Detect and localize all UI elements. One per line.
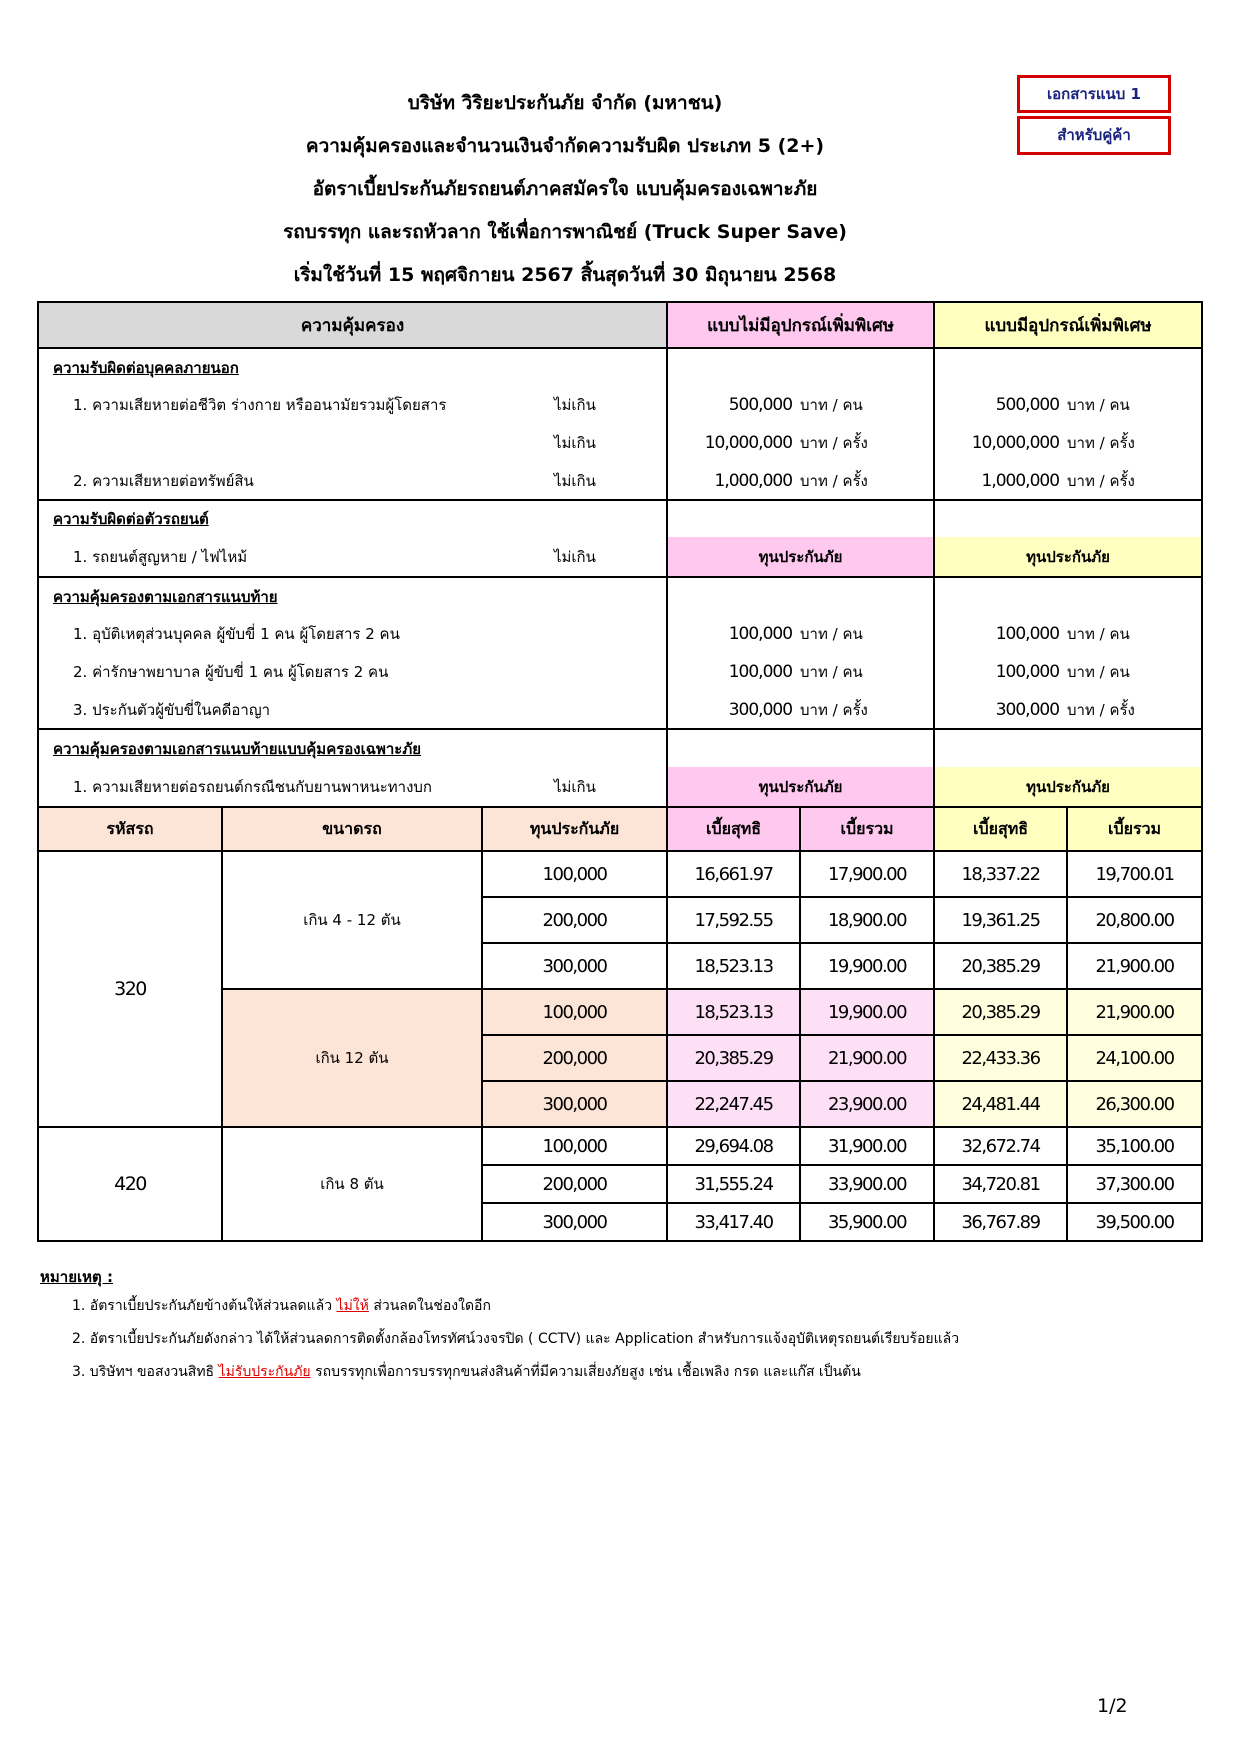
net-premium: 18,523.13 [667,989,800,1035]
coverage-label: 1. รถยนต์สูญหาย / ไฟไหม้ [38,537,482,577]
amount-with-equip: 500,000 [995,395,1060,415]
sum-insured-no-equip: ทุนประกันภัย [667,537,934,577]
amount-with-equip: 10,000,000 [971,433,1060,453]
page-number: 1/2 [1097,1695,1128,1717]
sum-insured-with-equip: ทุนประกันภัย [934,537,1202,577]
amount-no-equip: 10,000,000 [704,433,793,453]
total-premium: 17,900.00 [800,851,934,897]
sum-insured: 200,000 [482,1035,667,1081]
rate-title: อัตราเบี้ยประกันภัยรถยนต์ภาคสมัครใจ แบบคุ้มครองเฉพาะภัย [312,178,818,200]
net-premium: 18,337.22 [934,851,1067,897]
net-premium: 20,385.29 [667,1035,800,1081]
sum-insured: 200,000 [482,1165,667,1203]
sum-insured: 200,000 [482,897,667,943]
section-title: ความรับผิดต่อตัวรถยนต์ [38,500,667,537]
amount-no-equip: 1,000,000 [714,470,793,491]
sum-insured: 300,000 [482,943,667,989]
net-premium: 32,672.74 [934,1127,1067,1165]
section-title: ความคุ้มครองตามเอกสารแนบท้าย [38,577,667,615]
sum-insured: 100,000 [482,851,667,897]
total-premium-header: เบี้ยรวม [800,807,934,851]
net-premium: 24,481.44 [934,1081,1067,1127]
net-premium: 36,767.89 [934,1203,1067,1241]
total-premium: 20,800.00 [1067,897,1202,943]
notes-title: หมายเหตุ : [40,1268,113,1286]
total-premium: 19,700.01 [1067,851,1202,897]
amount-with-equip: 300,000 [995,699,1060,720]
amount-with-equip: 1,000,000 [981,470,1060,491]
coverage-label: 2. ความเสียหายต่อทรัพย์สิน [38,462,482,500]
total-premium: 19,900.00 [800,943,934,989]
coverage-header-row [38,302,1202,348]
amount-no-equip: 100,000 [728,662,793,682]
vehicle-size: เกิน 12 ตัน [222,989,482,1127]
net-premium: 22,433.36 [934,1035,1067,1081]
company-name: บริษัท วิริยะประกันภัย จำกัด (มหาชน) [407,92,723,114]
vehicle-code: 420 [38,1127,222,1241]
net-premium: 17,592.55 [667,897,800,943]
sum-col-header: ทุนประกันภัย [482,807,667,851]
sum-insured: 100,000 [482,989,667,1035]
total-premium: 31,900.00 [800,1127,934,1165]
total-premium-header: เบี้ยรวม [1067,807,1202,851]
sum-insured-with-equip: ทุนประกันภัย [934,767,1202,807]
net-premium: 33,417.40 [667,1203,800,1241]
document-header [0,82,1130,297]
net-premium: 20,385.29 [934,943,1067,989]
unit-no-equip: บาท / ครั้ง [800,424,934,462]
net-premium: 16,661.97 [667,851,800,897]
note-item: 3. บริษัทฯ ขอสงวนสิทธิ ไม่รับประกันภัย รถบรรทุกเพื่อการบรรทุกขนส่งสินค้าที่มีความเสี่ยงภัยสูง เช่น เชื้อเพลิง กรด และแก๊ส เป็นต้น [72,1364,861,1380]
coverage-row [38,462,1202,500]
sum-insured: 300,000 [482,1081,667,1127]
sum-insured: 300,000 [482,1203,667,1241]
unit-no-equip: บาท / คน [800,615,934,653]
note-item: 2. อัตราเบี้ยประกันภัยดังกล่าว ได้ให้ส่วนลดการติดตั้งกล้องโทรทัศน์วงจรปิด ( CCTV) และ Application สำหรับการแจ้งอุบัติเหตุรถยนต์เรียบร้อยแล้ว [72,1331,960,1347]
rate-row [38,851,1202,897]
coverage-row [38,653,1202,691]
net-premium: 19,361.25 [934,897,1067,943]
limit-label: ไม่เกิน [482,424,667,462]
total-premium: 39,500.00 [1067,1203,1202,1241]
total-premium: 21,900.00 [1067,943,1202,989]
coverage-title: ความคุ้มครองและจำนวนเงินจำกัดความรับผิด ประเภท 5 (2+) [305,135,825,157]
amount-no-equip: 500,000 [728,395,793,415]
amount-no-equip: 100,000 [728,624,793,644]
net-premium-header: เบี้ยสุทธิ [934,807,1067,851]
section-title: ความรับผิดต่อบุคคลภายนอก [38,348,667,386]
net-premium: 20,385.29 [934,989,1067,1035]
unit-with-equip: บาท / คน [1067,615,1202,653]
amount-with-equip: 100,000 [995,624,1060,644]
coverage-row [38,537,1202,577]
coverage-label: 3. ประกันตัวผู้ขับขี่ในคดีอาญา [38,691,667,729]
coverage-label: 1. อุบัติเหตุส่วนบุคคล ผู้ขับขี่ 1 คน ผู้โดยสาร 2 คน [38,615,667,653]
note-item: 1. อัตราเบี้ยประกันภัยข้างต้นให้ส่วนลดแล้ว ไม่ให้ ส่วนลดในช่องใดอีก [72,1298,491,1314]
vehicle-code: 320 [38,851,222,1127]
limit-label: ไม่เกิน [482,537,667,577]
note-highlight: ไม่รับประกันภัย [218,1364,311,1380]
net-premium: 29,694.08 [667,1127,800,1165]
code-col-header: รหัสรถ [38,807,222,851]
total-premium: 18,900.00 [800,897,934,943]
coverage-row [38,424,1202,462]
unit-no-equip: บาท / คน [800,386,934,424]
total-premium: 23,900.00 [800,1081,934,1127]
limit-label: ไม่เกิน [482,462,667,500]
net-premium: 34,720.81 [934,1165,1067,1203]
coverage-rate-table [37,301,1203,1242]
unit-with-equip: บาท / คน [1067,386,1202,424]
coverage-row [38,615,1202,653]
vehicle-size: เกิน 4 - 12 ตัน [222,851,482,989]
unit-no-equip: บาท / ครั้ง [800,462,934,500]
limit-label: ไม่เกิน [482,386,667,424]
rate-header-row [38,807,1202,851]
total-premium: 35,900.00 [800,1203,934,1241]
total-premium: 21,900.00 [1067,989,1202,1035]
sum-insured: 100,000 [482,1127,667,1165]
coverage-label: 1. ความเสียหายต่อชีวิต ร่างกาย หรืออนามัยรวมผู้โดยสาร [38,386,482,424]
amount-no-equip: 300,000 [728,699,793,720]
unit-with-equip: บาท / ครั้ง [1067,424,1202,462]
total-premium: 37,300.00 [1067,1165,1202,1203]
unit-no-equip: บาท / คน [800,653,934,691]
net-premium: 18,523.13 [667,943,800,989]
coverage-col-header: ความคุ้มครอง [38,302,667,348]
coverage-row [38,386,1202,424]
attachment-badge: เอกสารแนบ 1 [1017,75,1171,113]
amount-with-equip: 100,000 [995,662,1060,682]
sum-insured-no-equip: ทุนประกันภัย [667,767,934,807]
total-premium: 24,100.00 [1067,1035,1202,1081]
with-equipment-col-header: แบบมีอุปกรณ์เพิ่มพิเศษ [934,302,1202,348]
coverage-row [38,767,1202,807]
total-premium: 26,300.00 [1067,1081,1202,1127]
notes-section [40,1265,960,1380]
total-premium: 33,900.00 [800,1165,934,1203]
unit-with-equip: บาท / คน [1067,653,1202,691]
coverage-row [38,691,1202,729]
total-premium: 19,900.00 [800,989,934,1035]
note-highlight: ไม่ให้ [336,1298,369,1314]
total-premium: 35,100.00 [1067,1127,1202,1165]
size-col-header: ขนาดรถ [222,807,482,851]
net-premium: 31,555.24 [667,1165,800,1203]
unit-with-equip: บาท / ครั้ง [1067,691,1202,729]
unit-no-equip: บาท / ครั้ง [800,691,934,729]
total-premium: 21,900.00 [800,1035,934,1081]
vehicle-size: เกิน 8 ตัน [222,1127,482,1241]
net-premium: 22,247.45 [667,1081,800,1127]
coverage-label: 1. ความเสียหายต่อรถยนต์กรณีชนกับยานพาหนะทางบก [38,767,482,807]
effective-date: เริ่มใช้วันที่ 15 พฤศจิกายน 2567 สิ้นสุดวันที่ 30 มิถุนายน 2568 [293,264,837,286]
limit-label: ไม่เกิน [482,767,667,807]
vehicle-type-title: รถบรรทุก และรถหัวลาก ใช้เพื่อการพาณิชย์ (Truck Super Save) [283,221,847,243]
coverage-label: 2. ค่ารักษาพยาบาล ผู้ขับขี่ 1 คน ผู้โดยสาร 2 คน [38,653,667,691]
no-equipment-col-header: แบบไม่มีอุปกรณ์เพิ่มพิเศษ [667,302,934,348]
section-title: ความคุ้มครองตามเอกสารแนบท้ายแบบคุ้มครองเฉพาะภัย [38,729,667,767]
partner-badge: สำหรับคู่ค้า [1017,116,1171,155]
unit-with-equip: บาท / ครั้ง [1067,462,1202,500]
rate-row [38,1127,1202,1165]
net-premium-header: เบี้ยสุทธิ [667,807,800,851]
